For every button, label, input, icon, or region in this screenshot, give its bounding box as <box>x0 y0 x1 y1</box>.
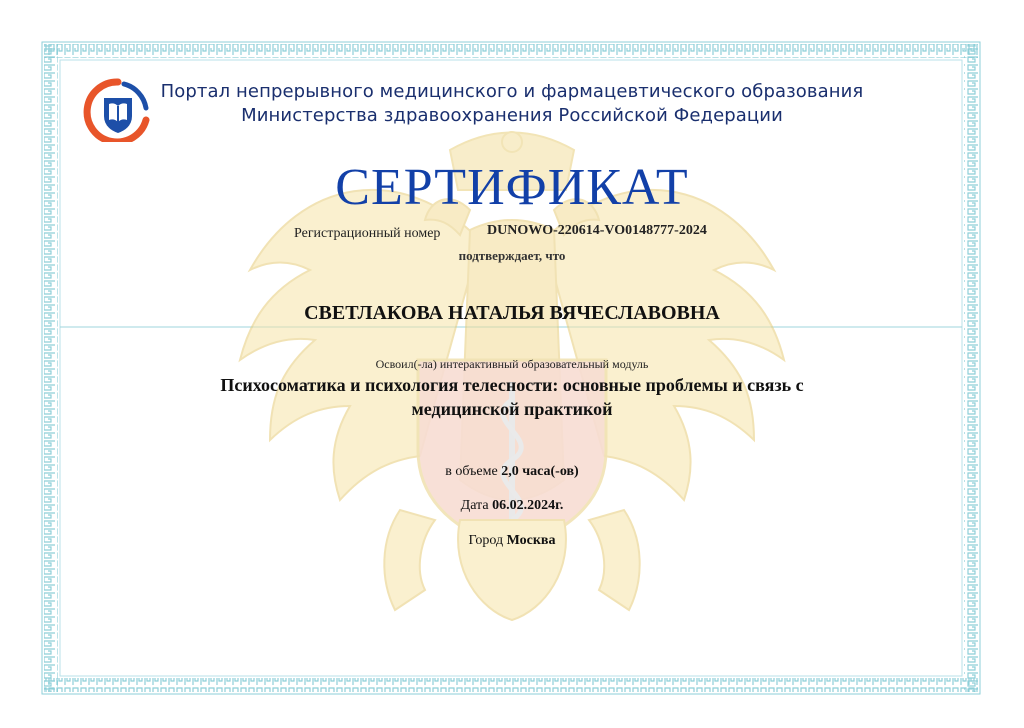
portal-title-line2: Министерства здравоохранения Российской Федерации <box>241 105 783 126</box>
registration-label: Регистрационный номер <box>294 226 441 241</box>
city-label: Город <box>468 533 507 548</box>
date-label: Дата <box>460 498 493 513</box>
date-row <box>0 498 1024 514</box>
course-title: Психосоматика и психология телесности: основные проблемы и связь с медицинской практикой <box>220 375 804 419</box>
certificate-title: СЕРТИФИКАТ <box>335 159 689 216</box>
recipient-name: СВЕТЛАКОВА НАТАЛЬЯ ВЯЧЕСЛАВОВНА <box>304 302 720 324</box>
confirms-text: подтверждает, что <box>458 248 566 263</box>
portal-title-line1: Портал непрерывного медицинского и фармацевтического образования <box>160 81 864 102</box>
city-value: Москва <box>506 533 556 548</box>
volume-label: в объеме <box>445 464 502 479</box>
mastered-label: Освоил(-ла) интерактивный образовательный модуль <box>375 357 649 371</box>
volume-value: 2,0 часа(-ов) <box>501 464 579 479</box>
date-value: 06.02.2024г. <box>492 498 564 513</box>
registration-number: DUNOWO-220614-VO0148777-2024 <box>487 223 707 238</box>
city-row <box>0 533 1024 549</box>
volume-row <box>0 464 1024 480</box>
